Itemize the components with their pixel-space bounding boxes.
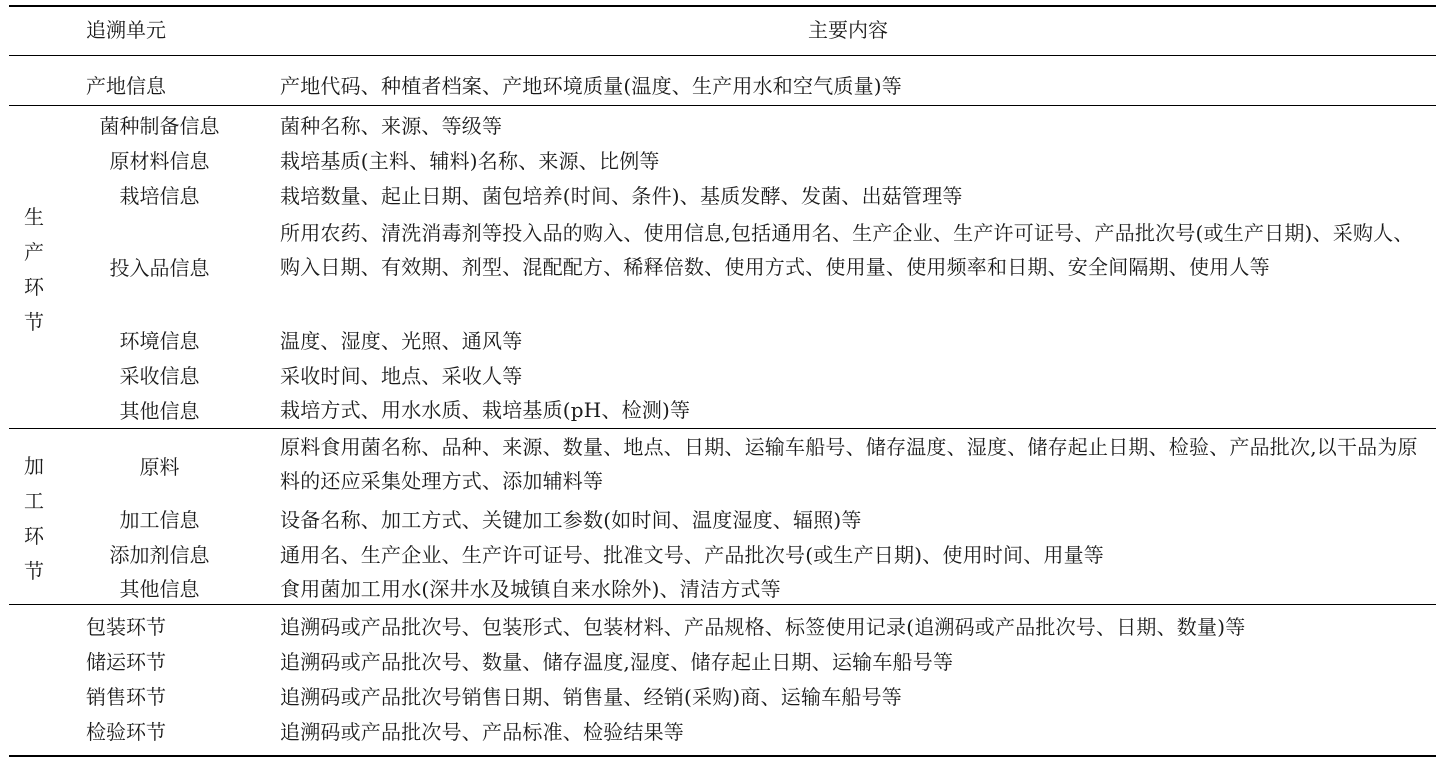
production-content-0: 菌种名称、来源、等级等 [280, 114, 503, 138]
origin-unit: 产地信息 [86, 74, 166, 98]
origin-bottom-rule [9, 105, 1436, 106]
table-bottom-rule [9, 755, 1436, 757]
production-unit-1: 原材料信息 [109, 149, 210, 173]
production-content-4: 温度、湿度、光照、通风等 [280, 329, 523, 353]
header-bottom-rule [9, 55, 1436, 56]
production-unit-5: 采收信息 [119, 364, 200, 388]
production-unit-2: 栽培信息 [119, 184, 200, 208]
distribution-unit-1: 储运环节 [86, 650, 166, 674]
distribution-unit-0: 包装环节 [86, 615, 166, 639]
production-unit-6: 其他信息 [119, 399, 200, 423]
production-content-1: 栽培基质(主料、辅料)名称、来源、比例等 [280, 149, 660, 173]
production-unit-4: 环境信息 [119, 329, 200, 353]
origin-content: 产地代码、种植者档案、产地环境质量(温度、生产用水和空气质量)等 [280, 74, 903, 98]
production-bottom-rule [9, 428, 1436, 429]
processing-unit-1: 加工信息 [119, 508, 200, 532]
production-group-label: 生产环节 [24, 205, 44, 334]
processing-content-3: 食用菌加工用水(深井水及城镇自来水除外)、清洁方式等 [280, 577, 781, 601]
production-unit-3: 投入品信息 [109, 256, 210, 280]
processing-content-1: 设备名称、加工方式、关键加工参数(如时间、温度湿度、辐照)等 [280, 508, 862, 532]
distribution-content-1: 追溯码或产品批次号、数量、储存温度,湿度、储存起止日期、运输车船号等 [280, 650, 954, 674]
processing-unit-0: 原料 [139, 455, 180, 479]
processing-unit-3: 其他信息 [119, 577, 200, 601]
processing-content-0: 原料食用菌名称、品种、来源、数量、地点、日期、运输车船号、储存温度、湿度、储存起止日期、检验、产品批次,以干品为原料的还应采集处理方式、添加辅料等 [280, 435, 1418, 493]
header-unit-label: 追溯单元 [86, 18, 166, 42]
distribution-content-3: 追溯码或产品批次号、产品标准、检验结果等 [280, 720, 684, 744]
distribution-unit-2: 销售环节 [86, 685, 166, 709]
distribution-unit-3: 检验环节 [86, 720, 166, 744]
processing-group-label: 加工环节 [24, 454, 44, 583]
distribution-content-0: 追溯码或产品批次号、包装形式、包装材料、产品规格、标签使用记录(追溯码或产品批次号、日期、数量)等 [280, 615, 1246, 639]
production-unit-0: 菌种制备信息 [99, 114, 220, 138]
production-content-6: 栽培方式、用水水质、栽培基质(pH、检测)等 [280, 398, 691, 422]
distribution-content-2: 追溯码或产品批次号销售日期、销售量、经销(采购)商、运输车船号等 [280, 685, 903, 709]
processing-unit-2: 添加剂信息 [109, 543, 210, 567]
table-top-rule [9, 5, 1436, 7]
production-content-5: 采收时间、地点、采收人等 [280, 364, 523, 388]
header-content-label: 主要内容 [808, 18, 888, 42]
production-content-3: 所用农药、清洗消毒剂等投入品的购入、使用信息,包括通用名、生产企业、生产许可证号、产品批次号(或生产日期)、采购人、购入日期、有效期、剂型、混配配方、稀释倍数、使用方式、使用量、使用频率和日期、安全间隔期、使用人等 [280, 221, 1414, 279]
processing-content-2: 通用名、生产企业、生产许可证号、批准文号、产品批次号(或生产日期)、使用时间、用量等 [280, 543, 1105, 567]
production-content-2: 栽培数量、起止日期、菌包培养(时间、条件)、基质发酵、发菌、出菇管理等 [280, 184, 963, 208]
